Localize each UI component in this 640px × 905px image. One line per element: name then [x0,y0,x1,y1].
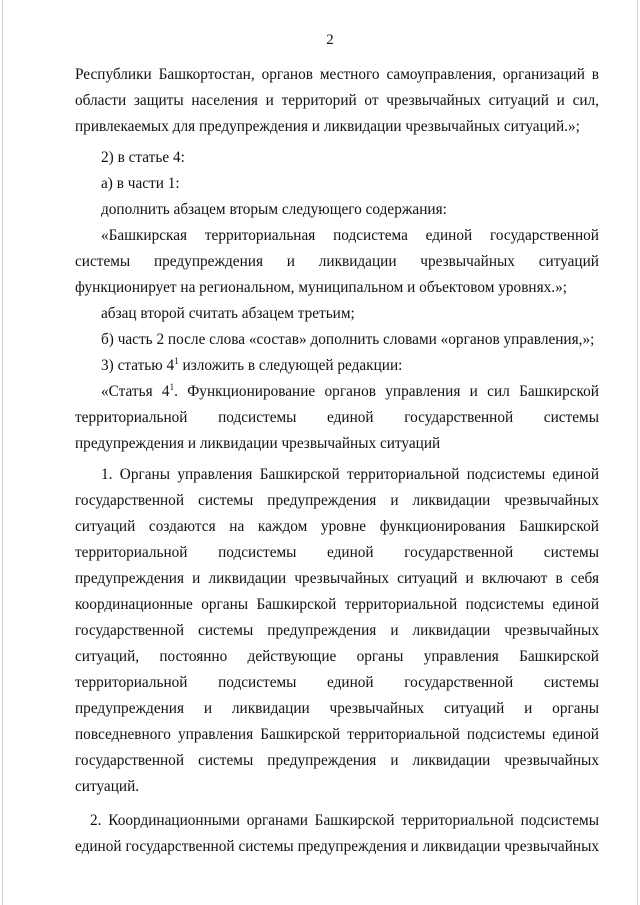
text-segment: изложить в следующей редакции: [178,357,403,374]
text-line: функционирует на региональном, муниципальном и объектовом уровнях.»; [75,279,568,296]
text-line: государственной системы предупреждения и ликвидации чрезвычайных [75,622,599,639]
article-heading-line [75,379,599,405]
text-line: а) в части 1: [101,175,180,192]
text-line: повседневного управления Башкирской территориальной подсистемы единой [75,726,599,743]
superscript-number: 1 [174,356,179,366]
text-line: ситуаций, постоянно действующие органы управления Башкирской [75,648,599,665]
text-line: ситуаций. [75,778,140,795]
text-line: 2) в статье 4: [101,149,185,166]
text-line: территориальной подсистемы единой государственной системы [75,674,599,691]
text-line: государственной системы предупреждения и ликвидации чрезвычайных [75,752,599,769]
text-line: привлекаемых для предупреждения и ликвидации чрезвычайных ситуаций.»; [75,118,580,135]
text-line [75,353,599,379]
text-line: ситуаций создаются на каждом уровне функционирования Башкирской [75,518,599,535]
text-line: области защиты населения и территорий от чрезвычайных ситуаций и сил, [75,92,599,109]
text-line: предупреждения и ликвидации чрезвычайных ситуаций [75,435,441,452]
scan-edge-left [2,0,3,905]
text-line: предупреждения и ликвидации чрезвычайных ситуаций и органы [75,700,599,717]
text-line: б) часть 2 после слова «состав» дополнить словами «органов управления,»; [101,331,595,348]
scan-edge-right [637,0,638,905]
page-number: 2 [326,32,334,48]
text-line: абзац второй считать абзацем третьим; [101,305,355,322]
text-line: единой государственной системы предупреждения и ликвидации чрезвычайных [75,838,599,855]
text-segment: 3) статью 4 [101,357,175,374]
text-line: «Башкирская территориальная подсистема единой государственной [101,227,599,244]
text-segment: «Статья 4 [101,383,170,400]
text-line: 2. Координационными органами Башкирской территориальной подсистемы [90,812,599,829]
text-line: территориальной подсистемы единой государственной системы [75,409,599,426]
document-body [75,62,599,860]
text-line: Республики Башкортостан, органов местного самоуправления, организаций в [75,66,599,83]
text-line: предупреждения и ликвидации чрезвычайных ситуаций и включают в себя [75,570,599,587]
text-line: координационные органы Башкирской территориальной подсистемы единой [75,596,599,613]
text-line: системы предупреждения и ликвидации чрезвычайных ситуаций [75,253,599,270]
text-line: дополнить абзацем вторым следующего содержания: [101,201,447,218]
text-segment: . Функционирование органов управления и сил Башкирской [174,383,599,400]
text-line: государственной системы предупреждения и ликвидации чрезвычайных [75,492,599,509]
text-line: территориальной подсистемы единой государственной системы [75,544,599,561]
text-line: 1. Органы управления Башкирской территориальной подсистемы единой [101,466,599,483]
superscript-number: 1 [169,382,175,392]
